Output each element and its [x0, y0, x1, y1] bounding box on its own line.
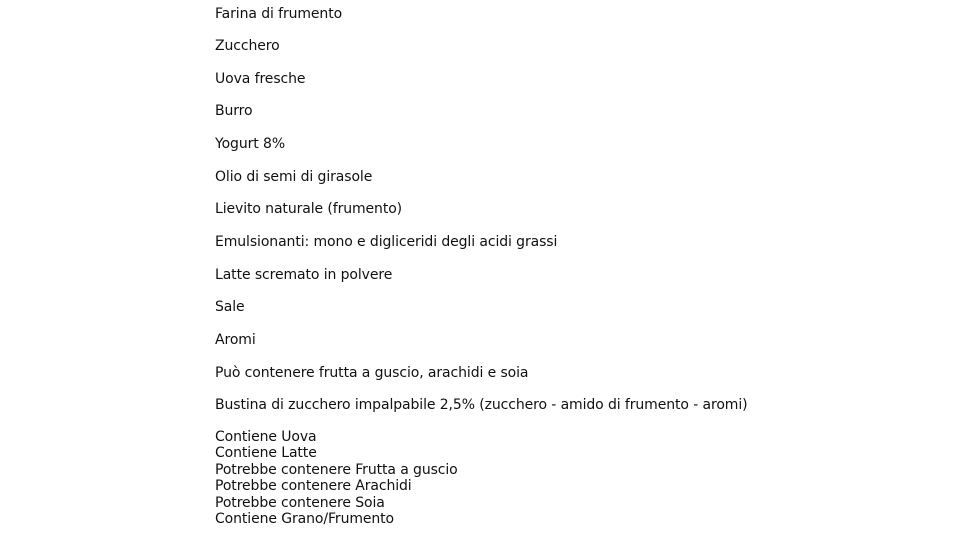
ingredient-item: Burro	[215, 103, 253, 119]
ingredient-item: Uova fresche	[215, 71, 306, 87]
ingredient-item: Sale	[215, 299, 245, 315]
ingredient-item: Aromi	[215, 332, 256, 348]
allergen-item: Contiene Grano/Frumento	[215, 511, 395, 528]
allergen-item: Potrebbe contenere Arachidi	[215, 478, 412, 495]
ingredient-item: Yogurt 8%	[215, 136, 286, 152]
allergen-item: Potrebbe contenere Soia	[215, 494, 385, 511]
ingredient-item: Bustina di zucchero impalpabile 2,5% (zucchero - amido di frumento - aromi)	[215, 397, 748, 413]
allergen-item: Potrebbe contenere Frutta a guscio	[215, 461, 458, 478]
ingredient-item: Latte scremato in polvere	[215, 267, 393, 283]
allergen-item: Contiene Latte	[215, 445, 317, 462]
ingredient-item: Può contenere frutta a guscio, arachidi e soia	[215, 365, 529, 381]
allergen-item: Contiene Uova	[215, 429, 317, 445]
ingredient-item: Farina di frumento	[215, 6, 343, 22]
ingredient-item: Emulsionanti: mono e digliceridi degli acidi grassi	[215, 234, 558, 250]
ingredient-item: Zucchero	[215, 38, 280, 54]
ingredient-item: Lievito naturale (frumento)	[215, 201, 403, 217]
ingredient-item: Olio di semi di girasole	[215, 169, 373, 185]
allergen-list	[215, 429, 458, 527]
